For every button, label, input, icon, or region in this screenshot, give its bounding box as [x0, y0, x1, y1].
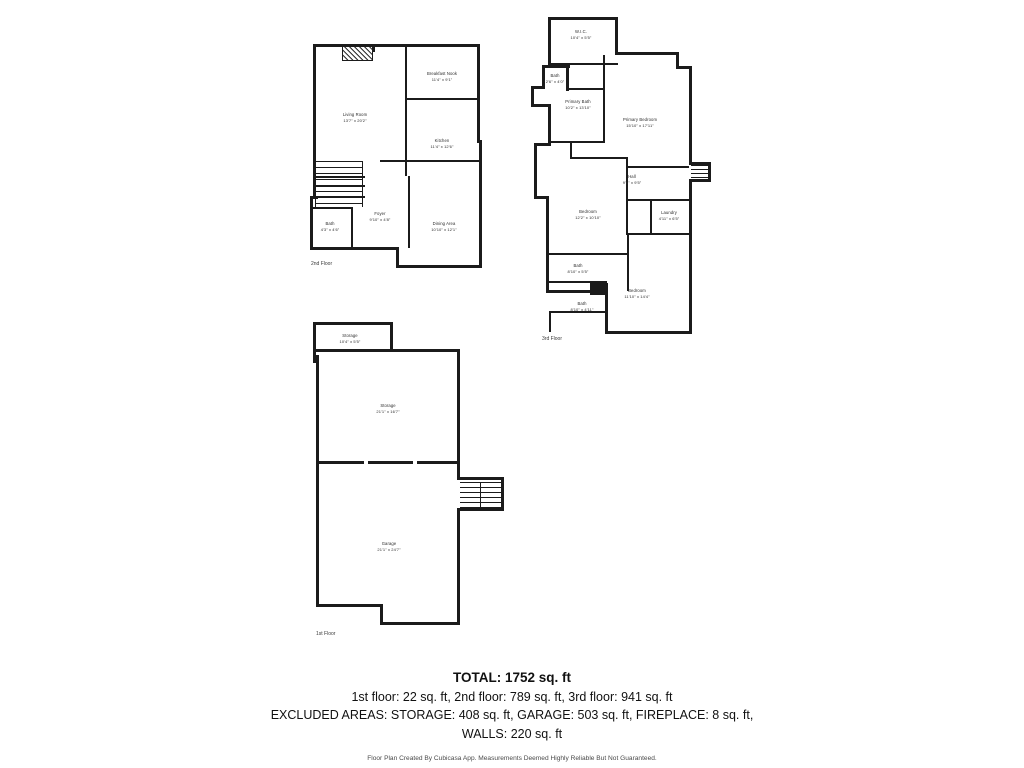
room-label: Primary Bedroom 15'10" x 17'11": [622, 117, 658, 128]
room-label: Bath 2'6" x 4'0": [545, 73, 565, 84]
wall: [615, 17, 618, 54]
wall: [626, 166, 689, 168]
room-label: Bedroom 12'2" x 10'10": [575, 209, 601, 220]
credit-text: Floor Plan Created By Cubicasa App. Measurements Deemed Highly Reliable But Not Guaranteed.: [367, 754, 657, 762]
wall: [603, 55, 605, 143]
room-label: Storage 21'1" x 16'7": [376, 403, 400, 414]
wall: [689, 66, 692, 164]
wall: [380, 622, 460, 625]
wall: [380, 604, 383, 625]
floor-plan-first: [0, 0, 563, 660]
room-label: Garage 21'1" x 24'7": [377, 541, 401, 552]
room-label: Hall 9'0" x 9'5": [622, 174, 642, 185]
room-label: Living Room 13'7" x 20'2": [342, 112, 368, 123]
room-label: Foyer 9'10" x 4'8": [369, 211, 391, 222]
wall: [457, 508, 460, 625]
wall: [316, 349, 393, 352]
wall: [417, 461, 459, 464]
fixture-block: [590, 283, 608, 295]
wall: [689, 179, 711, 182]
floor-caption-first: 1st Floor: [316, 631, 336, 637]
staircase: [691, 165, 711, 179]
wall: [689, 179, 692, 334]
staircase: [460, 482, 502, 508]
room-label: Laundry 4'11" x 6'5": [658, 210, 680, 221]
excluded-areas: EXCLUDED AREAS: STORAGE: 408 sq. ft, GARAGE: 503 sq. ft, FIREPLACE: 8 sq. ft,: [270, 708, 754, 723]
room-label: Bath 8'10" x 5'5": [567, 263, 589, 274]
room-label: Primary Bath 10'2" x 13'10": [565, 99, 591, 110]
total-sqft: TOTAL: 1752 sq. ft: [452, 670, 572, 685]
wall: [316, 396, 319, 406]
wall: [457, 477, 504, 480]
wall: [318, 461, 364, 464]
wall: [390, 322, 393, 351]
room-label: Kitchen 11'4" x 12'6": [430, 138, 454, 149]
walls-sqft: WALLS: 220 sq. ft: [461, 726, 563, 741]
wall: [627, 233, 629, 291]
wall: [368, 461, 413, 464]
room-label: Bedroom 11'10" x 14'4": [624, 288, 650, 299]
floor-caption-third: 3rd Floor: [542, 336, 563, 342]
wall: [313, 322, 393, 325]
wall: [457, 508, 504, 511]
wall: [626, 233, 690, 235]
room-label: Bath 8'10" x 4'11": [570, 301, 594, 312]
wall: [313, 360, 319, 363]
wall: [316, 355, 319, 607]
wall: [626, 199, 628, 235]
wall: [390, 349, 460, 352]
wall: [549, 253, 629, 255]
floor-caption-second: 2nd Floor: [311, 261, 333, 267]
room-label: W.I.C. 10'4" x 5'5": [570, 29, 592, 40]
room-label: Dining Area 10'10" x 12'1": [431, 221, 457, 232]
wall: [316, 530, 319, 540]
wall: [316, 604, 383, 607]
wall: [566, 88, 604, 90]
wall: [605, 331, 692, 334]
area-summary: [0, 668, 1024, 762]
wall: [650, 199, 652, 235]
room-label: Breakfast Nook 11'4" x 9'1": [426, 71, 458, 82]
floor-breakdown: 1st floor: 22 sq. ft, 2nd floor: 789 sq. ft, 3rd floor: 941 sq. ft: [351, 690, 673, 705]
room-label: Bath 4'3" x 4'6": [320, 221, 340, 232]
wall: [570, 157, 628, 159]
wall: [615, 52, 679, 55]
room-label: Storage 10'4" x 5'5": [339, 333, 361, 344]
wall: [626, 199, 689, 201]
